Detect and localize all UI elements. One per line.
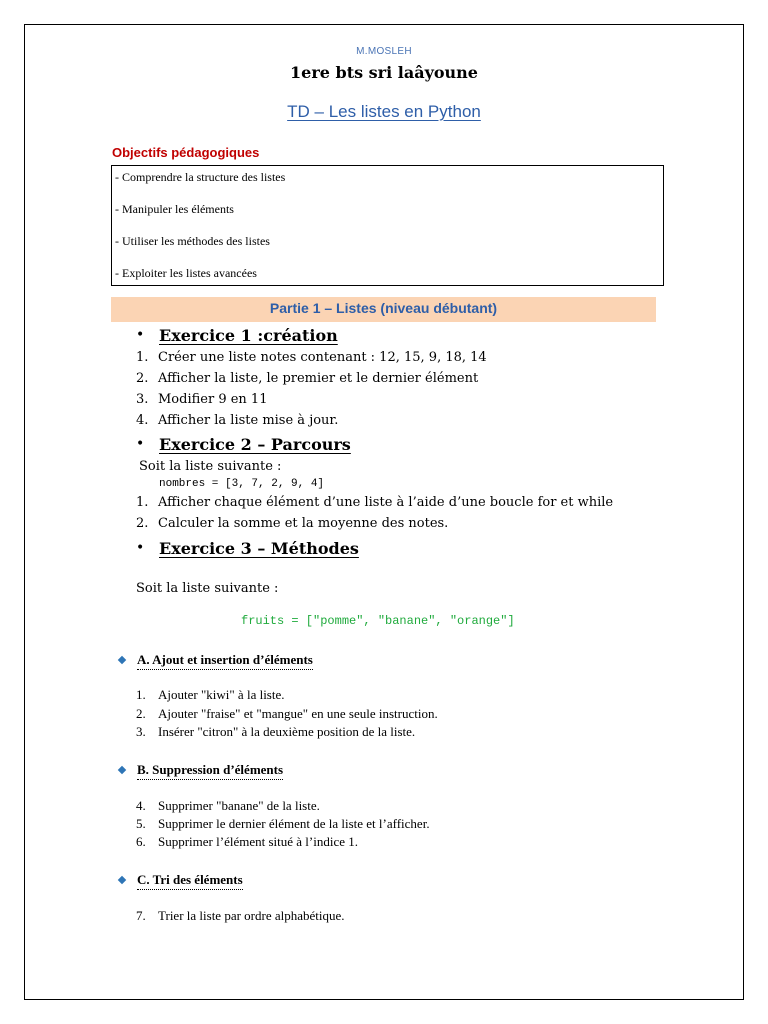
exercise1-step (136, 371, 478, 386)
step-number: 6. (136, 834, 146, 849)
part1-title: Partie 1 – Listes (niveau débutant) (269, 300, 498, 316)
step-text: Afficher la liste mise à jour. (158, 413, 339, 428)
section-c-title: C. Tri des éléments (137, 872, 243, 890)
bullet-icon: • (136, 327, 145, 343)
exercise1-title: Exercice 1 :création (159, 326, 338, 345)
step-text: Ajouter "fraise" et "mangue" en une seule instruction. (158, 706, 438, 721)
exercise2-intro: Soit la liste suivante : (139, 459, 282, 474)
step-text: Afficher chaque élément d’une liste à l’aide d’une boucle for et while (158, 495, 614, 510)
step-text: Supprimer "banane" de la liste. (158, 798, 320, 813)
section-b-step (136, 816, 430, 832)
step-number: 4. (136, 798, 146, 813)
step-number: 3. (136, 724, 146, 739)
objectives-box (111, 165, 664, 286)
part1-banner (111, 297, 656, 322)
step-text: Créer une liste notes contenant : 12, 15, 9, 18, 14 (158, 350, 487, 365)
exercise1-step (136, 413, 338, 428)
section-a-title: A. Ajout et insertion d’éléments (137, 652, 313, 670)
step-number: 1. (136, 687, 146, 702)
bullet-icon: • (136, 540, 145, 556)
step-number: 1. (136, 350, 149, 365)
step-text: Calculer la somme et la moyenne des notes. (158, 516, 449, 531)
step-number: 4. (136, 413, 149, 428)
school-name: 1ere bts sri laâyoune (290, 63, 478, 82)
section-a-step (136, 687, 285, 703)
step-text: Ajouter "kiwi" à la liste. (158, 687, 285, 702)
exercise2-code: nombres = [3, 7, 2, 9, 4] (159, 478, 325, 490)
step-number: 2. (136, 371, 149, 386)
section-c-step (136, 908, 345, 924)
step-text: Supprimer l’élément situé à l’indice 1. (158, 834, 358, 849)
exercise2-step (136, 495, 613, 510)
objective-item: - Utiliser les méthodes des listes (115, 234, 270, 248)
exercise2-step (136, 516, 448, 531)
step-number: 2. (136, 706, 146, 721)
step-number: 3. (136, 392, 149, 407)
objective-item: - Comprendre la structure des listes (115, 170, 286, 184)
section-a-step (136, 724, 415, 740)
objective-item: - Exploiter les listes avancées (115, 266, 257, 280)
step-text: Modifier 9 en 11 (158, 392, 268, 407)
section-b-step (136, 834, 358, 850)
bullet-icon: • (136, 436, 145, 452)
step-number: 2. (136, 516, 149, 531)
objective-item: - Manipuler les éléments (115, 202, 234, 216)
section-b-title: B. Suppression d’éléments (137, 762, 283, 780)
step-number: 7. (136, 908, 146, 923)
section-b-step (136, 798, 320, 814)
step-text: Trier la liste par ordre alphabétique. (158, 908, 345, 923)
step-text: Supprimer le dernier élément de la liste et l’afficher. (158, 816, 430, 831)
step-number: 1. (136, 495, 149, 510)
exercise3-title: Exercice 3 – Méthodes (159, 539, 359, 558)
document-title: TD – Les listes en Python (287, 102, 481, 121)
exercise2-title: Exercice 2 – Parcours (159, 435, 351, 454)
objectives-heading: Objectifs pédagogiques (112, 145, 260, 160)
exercise3-code: fruits = ["pomme", "banane", "orange"] (241, 614, 515, 628)
step-text: Afficher la liste, le premier et le dernier élément (158, 371, 479, 386)
exercise1-step (136, 392, 267, 407)
author-name: M.MOSLEH (356, 46, 412, 57)
exercise1-step (136, 350, 487, 365)
exercise3-intro: Soit la liste suivante : (136, 581, 279, 596)
step-number: 5. (136, 816, 146, 831)
step-text: Insérer "citron" à la deuxième position de la liste. (158, 724, 416, 739)
section-a-step (136, 706, 438, 722)
